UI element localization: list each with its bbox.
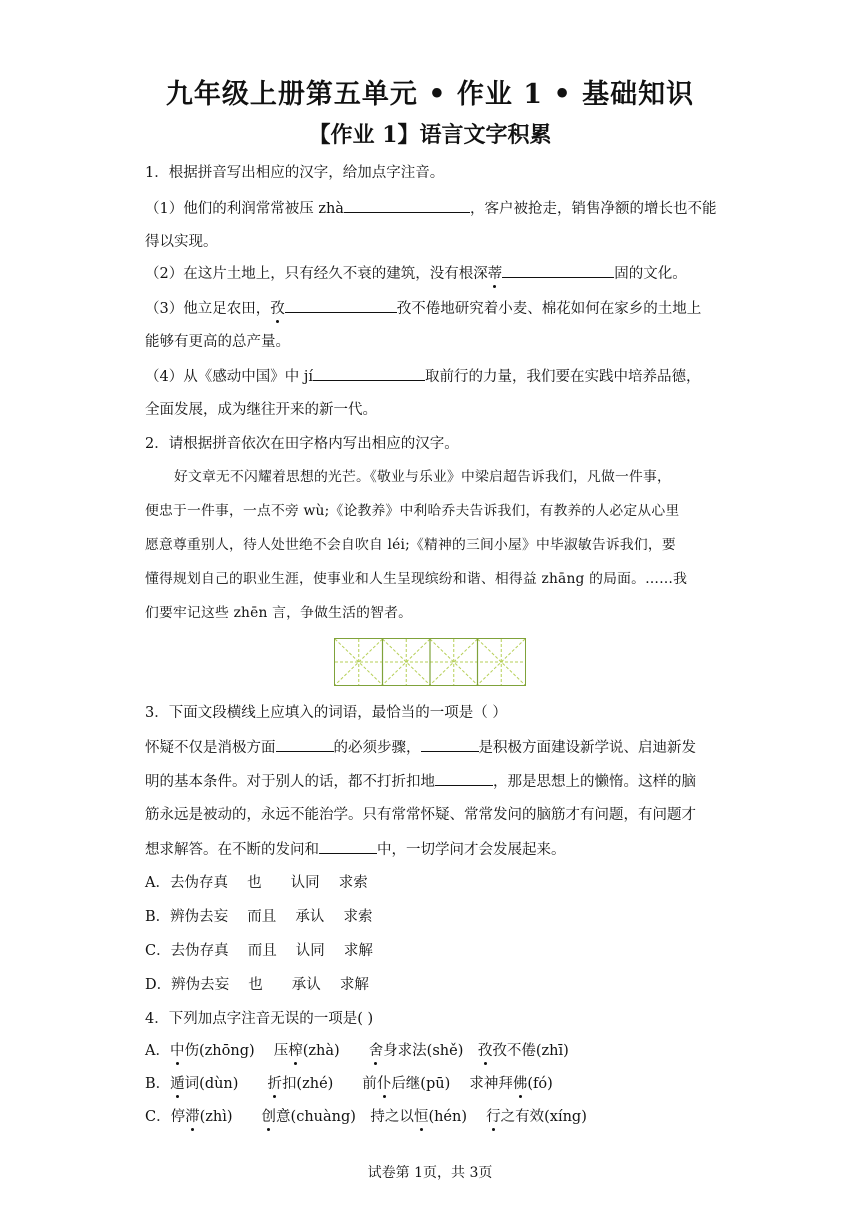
q3-passage-line-4 (145, 839, 720, 860)
q3-l2-text-a: 明的基本条件。对于别人的话，都不打折扣地 (145, 774, 435, 790)
dotted-character: 孜 (477, 1043, 493, 1059)
section-subtitle: 【作业 1】语言文字积累 (308, 122, 552, 148)
q1-p4-text-b: 取前行的力量，我们要在实践中培养品德， (424, 369, 701, 385)
option-text: 之有效(xíng) (500, 1109, 587, 1125)
q3-l4-text-a: 想求解答。在不断的发问和 (145, 842, 319, 858)
q2-passage-line-3: 愿意尊重别人，待人处世绝不会自吹自 léi;《精神的三间小屋》中毕淑敏告诉我们，要 (145, 537, 676, 553)
page-footer: 试卷第 1页，共 3页 (367, 1165, 493, 1181)
q4-option-c[interactable] (145, 1107, 720, 1127)
option-text: 伤(zhōng) 压 (184, 1043, 289, 1059)
question-1-part-3 (145, 298, 720, 319)
q3-passage-line-1 (145, 737, 720, 758)
answer-blank[interactable] (421, 737, 479, 752)
option-text: (zhà) (302, 1043, 369, 1059)
answer-blank[interactable] (313, 366, 425, 381)
option-text: B． (145, 1076, 171, 1092)
option-text: 孜不倦(zhī) (492, 1043, 569, 1059)
q2-passage-line-4: 懂得规划自己的职业生涯，使事业和人生呈现缤纷和谐、相得益 zhāng 的局面。……我 (145, 571, 688, 587)
q3-l2-text-b: ，那是思想上的懒惰。这样的脑 (493, 774, 696, 790)
q4-option-a[interactable] (145, 1041, 720, 1061)
page-title: 九年级上册第五单元 • 作业 1 • 基础知识 (165, 79, 695, 110)
q3-option-c[interactable]: C．去伪存真 而且 认同 求解 (145, 943, 373, 959)
q1-p4-text-a: （4）从《感动中国》中 jí (145, 369, 313, 385)
q1-p2-text-b: 固的文化。 (614, 266, 687, 282)
dotted-character: 恒 (413, 1109, 429, 1125)
option-text: 意(chuàng) 持之以 (276, 1109, 414, 1125)
q1-p1-text-a: （1）他们的利润常常被压 zhà (145, 201, 344, 217)
tianzige-grid[interactable] (334, 638, 526, 686)
dotted-character: 行 (486, 1109, 501, 1125)
q3-l1-text-a: 怀疑不仅是消极方面 (145, 740, 276, 756)
question-1-part-4 (145, 366, 720, 387)
option-text: 身求法(shě) (383, 1043, 478, 1059)
q1-p2-text-a: （2）在这片土地上，只有经久不衰的建筑，没有根深 (145, 266, 488, 282)
q3-option-a[interactable]: A．去伪存真 也 认同 求索 (145, 875, 368, 891)
q1-p3-continuation: 能够有更高的总产量。 (145, 334, 290, 350)
dotted-character: 仆 (376, 1076, 392, 1092)
dotted-character: 滞 (185, 1109, 200, 1125)
q2-passage-line-2: 便忠于一件事，一点不旁 wù;《论教养》中利哈乔夫告诉我们，有教养的人必定从心里 (145, 503, 680, 519)
dotted-character: 中 (169, 1043, 185, 1059)
q1-p3-text-a: （3）他立足农田， (145, 301, 271, 317)
q4-option-b[interactable] (145, 1074, 720, 1094)
dotted-character: 创 (261, 1109, 277, 1125)
question-1-part-2 (145, 263, 720, 284)
option-text: (hén) (428, 1109, 487, 1125)
dotted-character: 蒂 (487, 266, 503, 282)
question-4-stem: 4．下列加点字注音无误的一项是( ) (145, 1011, 374, 1027)
q1-p1-text-b: ，客户被抢走，销售净额的增长也不能 (469, 201, 717, 217)
answer-blank[interactable] (344, 198, 470, 213)
q2-passage-line-1: 好文章无不闪耀着思想的光芒。《敬业与乐业》中梁启超告诉我们，凡做一件事， (174, 469, 671, 485)
dotted-character: 遁 (170, 1076, 185, 1092)
question-3-stem: 3．下面文段横线上应填入的词语，最恰当的一项是（ ） (145, 705, 507, 721)
question-2-stem: 2．请根据拼音依次在田字格内写出相应的汉字。 (145, 436, 459, 452)
option-text: C．停 (145, 1109, 186, 1125)
q1-p4-continuation: 全面发展，成为继往开来的新一代。 (145, 402, 377, 418)
option-text: (zhì) (199, 1109, 262, 1125)
option-text: (fó) (527, 1076, 553, 1092)
q3-option-b[interactable]: B．辨伪去妄 而且 承认 求索 (145, 909, 373, 925)
question-1-part-1 (145, 198, 720, 219)
option-text: 后继(pū) 求神拜 (391, 1076, 513, 1092)
dotted-character: 孜 (270, 301, 285, 317)
answer-blank[interactable] (276, 737, 334, 752)
q3-l1-text-c: 是积极方面建设新学说、启迪新发 (478, 740, 696, 756)
option-text: 词(dùn) (184, 1076, 268, 1092)
q3-l1-text-b: 的必须步骤， (333, 740, 421, 756)
q3-l4-text-b: 中，一切学问才会发展起来。 (377, 842, 566, 858)
dotted-character: 佛 (512, 1076, 528, 1092)
q3-passage-line-2 (145, 771, 720, 792)
option-text: 扣(zhé) 前 (281, 1076, 377, 1092)
question-1-stem: 1．根据拼音写出相应的汉字，给加点字注音。 (145, 165, 445, 181)
answer-blank[interactable] (285, 298, 397, 313)
dotted-character: 榨 (288, 1043, 303, 1059)
dotted-character: 折 (267, 1076, 282, 1092)
answer-blank[interactable] (435, 771, 493, 786)
dotted-character: 舍 (368, 1043, 384, 1059)
q1-p1-continuation: 得以实现。 (145, 234, 218, 250)
answer-blank[interactable] (502, 263, 614, 278)
q3-passage-line-3: 筋永远是被动的，永远不能治学。只有常常怀疑、常常发问的脑筋才有问题，有问题才 (145, 807, 696, 823)
answer-blank[interactable] (319, 839, 377, 854)
q3-option-d[interactable]: D．辨伪去妄 也 承认 求解 (145, 977, 369, 993)
q1-p3-text-b: 孜不倦地研究着小麦、棉花如何在家乡的土地上 (396, 301, 702, 317)
option-text: A． (145, 1043, 170, 1059)
q2-passage-line-5: 们要牢记这些 zhēn 言，争做生活的智者。 (145, 605, 413, 621)
